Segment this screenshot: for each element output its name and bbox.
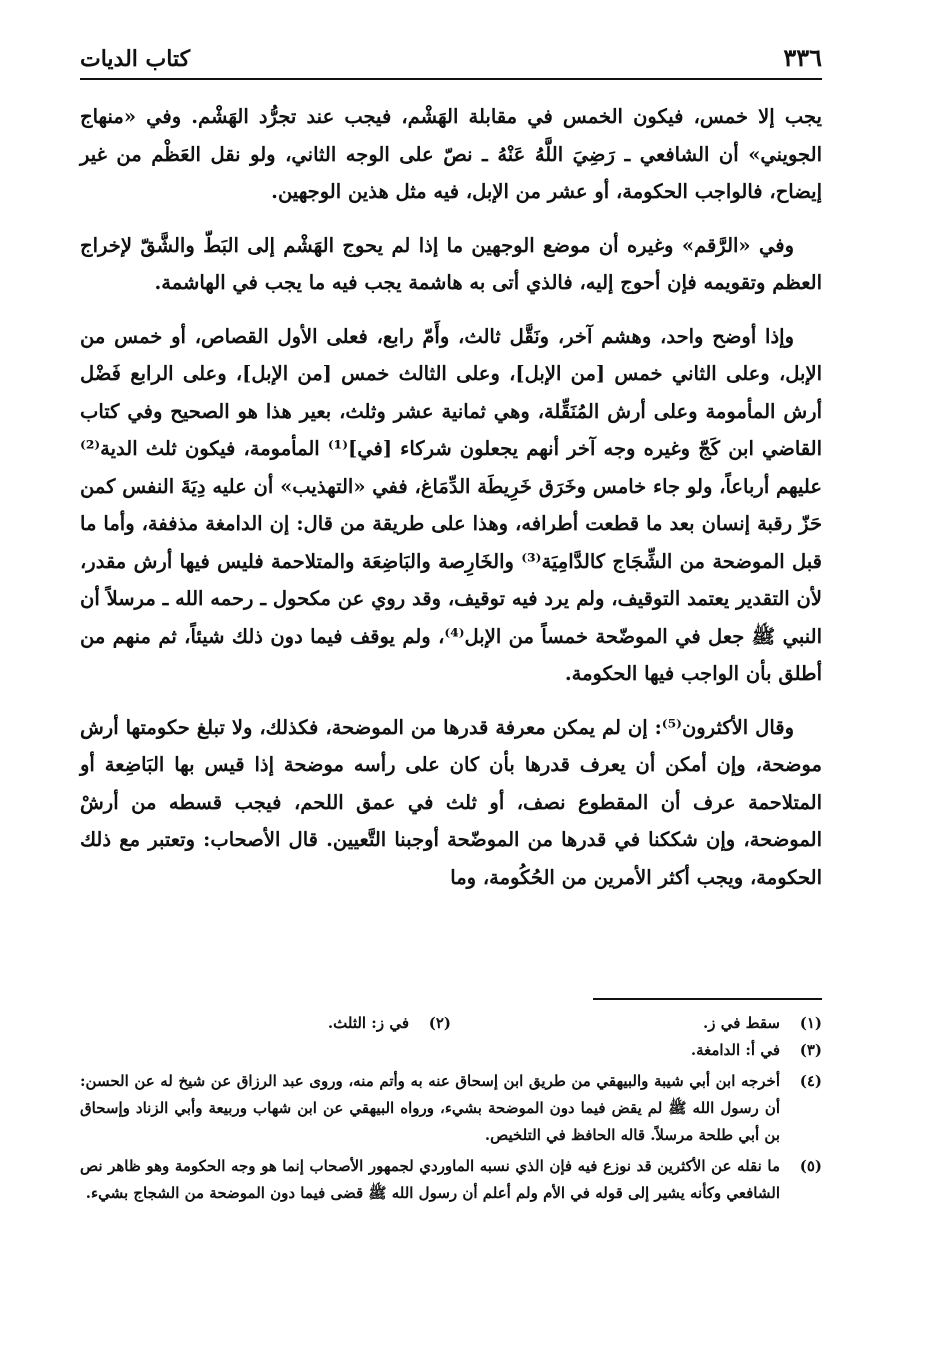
chapter-title: كتاب الديات (80, 46, 191, 72)
header-divider (80, 78, 822, 80)
footnote-mark: (١) (799, 1014, 822, 1032)
footnote-mark: (٥) (799, 1157, 822, 1175)
footnote-text: في ز: الثلث. (327, 1014, 409, 1032)
footnote-mark: (٢) (428, 1014, 451, 1032)
footnote (80, 1153, 822, 1207)
footnote (451, 1010, 822, 1037)
footnote-text: سقط في ز. (703, 1014, 780, 1032)
footnote-mark: (٣) (799, 1041, 822, 1059)
page-number: ٣٣٦ (783, 43, 822, 72)
paragraph: وإذا أوضح واحد، وهشم آخر، ونَقَّل ثالث، وأَمّ رابع، فعلى الأول القصاص، أو خمس من الإبل، وعلى الثاني خمس [من الإبل]، وعلى الثالث خمس [من الإبل]، وعلى الرابع فَضْل أرش المأمومة وعلى أرش المُنَقِّلة، وهي ثمانية عشر وثلث، بعير هذا هو الصحيح وفي كتاب القاضي ابن كَجّ وغيره وجه آخر أنهم يجعلون شركاء [في]⁽¹⁾ المأمومة، فيكون ثلث الدية⁽²⁾ عليهم أرباعاً، ولو جاء خامس وخَرَق خَرِيطَة الدِّمَاغ، ففي «التهذيب» أن عليه دِيَةَ النفس كمن حَزّ رقبة إنسان بعد ما قطعت أطرافه، وهذا على طريقة من قال: إن الدامغة مذففة، وأما ما قبل الموضحة من الشِّجَاج كالدَّامِيَة⁽³⁾ والخَارِصة والبَاضِعَة والمتلاحمة فليس فيها أرش مقدر، لأن التقدير يعتمد التوقيف، ولم يرد فيه توقيف، وقد روي عن مكحول ـ رحمه الله ـ مرسلاً أن النبي ﷺ جعل في الموضّحة خمساً من الإبل⁽⁴⁾، ولم يوقف فيما دون ذلك شيئاً، ثم منهم من أطلق بأن الواجب فيها الحكومة. (80, 324, 822, 685)
footnote (80, 1037, 822, 1064)
footnote-row (80, 1010, 822, 1037)
paragraph: وفي «الرَّقم» وغيره أن موضع الوجهين ما إذا لم يحوج الهَشْم إلى البَطّ والشَّقّ لإخراج العظم وتقويمه فإن أحوج إليه، فالذي أتى به هاشمة يجب فيه ما يجب في الهاشمة. (80, 233, 822, 294)
paragraph: يجب إلا خمس، فيكون الخمس في مقابلة الهَشْم، فيجب عند تجرُّد الهَشْم. وفي «منهاج الجويني» أن الشافعي ـ رَضِيَ اللَّهُ عَنْهُ ـ نصّ على الوجه الثاني، ولو نقل العَظْم من غير إيضاح، فالواجب الحكومة، أو عشر من الإبل، فيه مثل هذين الوجهين. (80, 105, 822, 203)
running-header (80, 36, 822, 72)
footnote-divider (593, 998, 822, 1000)
footnote-text: ما نقله عن الأكثرين قد نوزع فيه فإن الذي نسبه الماوردي لجمهور الأصحاب إنما هو وجه الحكومة وهو ظاهر نص الشافعي وكأنه يشير إلى قوله في الأم ولم أعلم أن رسول الله ﷺ قضى فيما دون الموضحة من الشجاج بشيء. (80, 1157, 780, 1202)
footnote-mark: (٤) (799, 1072, 822, 1090)
footnote (80, 1010, 451, 1037)
footnote-text: أخرجه ابن أبي شيبة والبيهقي من طريق ابن إسحاق عنه به وأتم منه، وروى عبد الرزاق عن شيخ له عن الحسن: أن رسول الله ﷺ لم يقض فيما دون الموضحة بشيء، ورواه البيهقي عن ابن شهاب وربيعة وأبي الزناد وإسحاق بن أبي طلحة مرسلاً. قاله الحافظ في التلخيص. (80, 1072, 780, 1144)
paragraph: وقال الأكثرون⁽⁵⁾: إن لم يمكن معرفة قدرها من الموضحة، فكذلك، ولا تبلغ حكومتها أرش موضحة، وإن أمكن أن يعرف قدرها بأن كان على رأسه موضحة إذا قيس بها البَاضِعة أو المتلاحمة عرف أن المقطوع نصف، أو ثلث في عمق اللحم، فيجب قسطه من أرشْ الموضحة، وإن شككنا في قدرها من الموضّحة أوجبنا التَّعيين. قال الأصحاب: وتعتبر مع ذلك الحكومة، ويجب أكثر الأمرين من الحُكُومة، وما (80, 715, 822, 889)
main-text (80, 98, 822, 912)
footnote-text: في أ: الدامغة. (690, 1041, 780, 1059)
footnote (80, 1068, 822, 1149)
footnotes (80, 1010, 822, 1207)
